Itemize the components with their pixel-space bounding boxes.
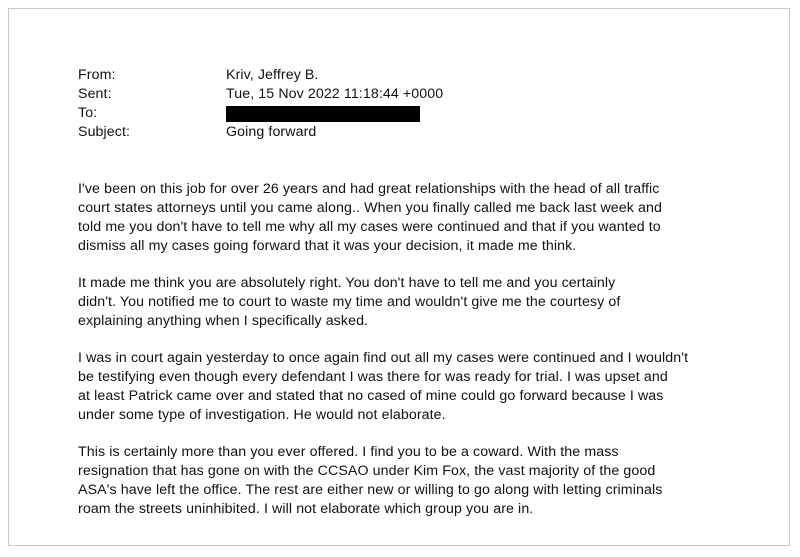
body-paragraph (78, 443, 758, 519)
from-label: From: (78, 67, 116, 83)
subject-row (78, 123, 758, 142)
body-line: It made me think you are absolutely right. You don't have to tell me and you certainly (78, 275, 616, 291)
body-line: didn't. You notified me to court to waste my time and wouldn't give me the courtesy of (78, 294, 621, 310)
to-row (78, 104, 758, 123)
body-line: This is certainly more than you ever offered. I find you to be a coward. With the mass (78, 444, 619, 460)
body-line: explaining anything when I specifically asked. (78, 313, 369, 329)
from-row (78, 66, 758, 85)
subject-label: Subject: (78, 124, 131, 140)
body-line: resignation that has gone on with the CCSAO under Kim Fox, the vast majority of the good (78, 463, 656, 479)
body-paragraph (78, 349, 758, 425)
body-line: court states attorneys until you came along.. When you finally called me back last week and (78, 200, 662, 216)
body-line: be testifying even though every defendant I was there for was ready for trial. I was upset and (78, 369, 668, 385)
email-body (78, 180, 758, 519)
to-label: To: (78, 105, 98, 121)
subject-value: Going forward (226, 124, 317, 140)
redacted-recipient (226, 106, 420, 122)
body-line: ASA's have left the office. The rest are either new or willing to go along with letting criminals (78, 482, 663, 498)
email-document (78, 66, 758, 537)
body-line: I've been on this job for over 26 years and had great relationships with the head of all traffic (78, 181, 660, 197)
body-line: dismiss all my cases going forward that it was your decision, it made me think. (78, 238, 577, 254)
sent-row (78, 85, 758, 104)
sent-label: Sent: (78, 86, 112, 102)
body-line: under some type of investigation. He would not elaborate. (78, 407, 446, 423)
body-line: told me you don't have to tell me why all my cases were continued and that if you wanted to (78, 219, 661, 235)
body-paragraph (78, 274, 758, 331)
email-header (78, 66, 758, 142)
sent-value: Tue, 15 Nov 2022 11:18:44 +0000 (226, 86, 444, 102)
body-paragraph (78, 180, 758, 256)
body-line: roam the streets uninhibited. I will not elaborate which group you are in. (78, 501, 534, 517)
from-value: Kriv, Jeffrey B. (226, 67, 319, 83)
body-line: at least Patrick came over and stated that no cased of mine could go forward because I was (78, 388, 664, 404)
body-line: I was in court again yesterday to once again find out all my cases were continued and I wouldn't (78, 350, 689, 366)
